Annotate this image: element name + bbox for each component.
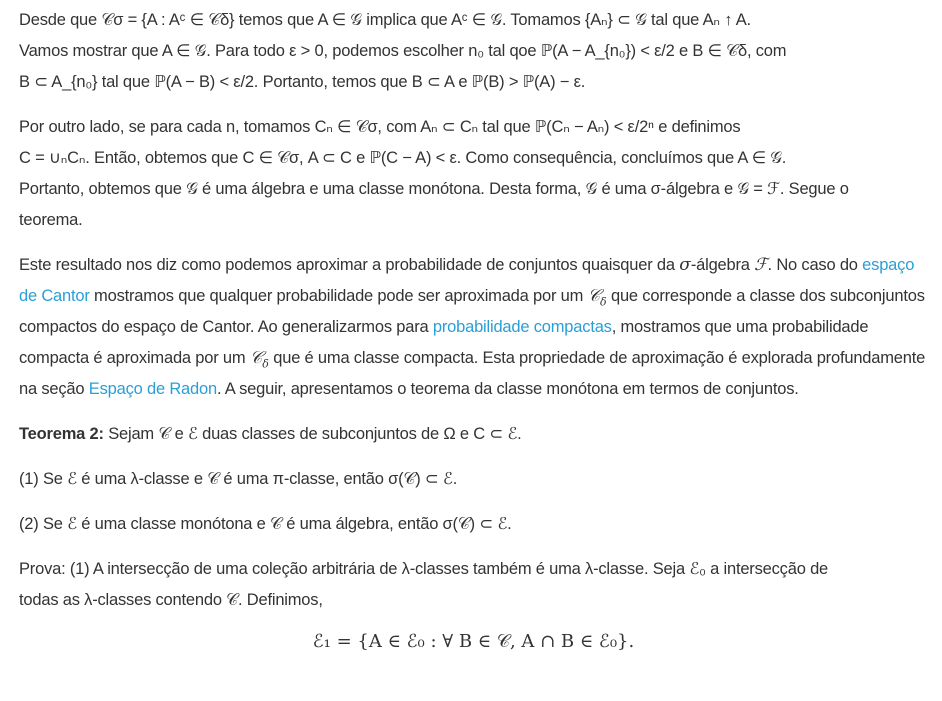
text-line: B ⊂ A_{n₀} tal que ℙ(A − B) < ε/2. Portanto, temos que B ⊂ A e ℙ(B) > ℙ(A) − ε. (19, 73, 586, 91)
proof-line: todas as λ-classes contendo 𝒞. Definimos, (19, 591, 323, 609)
theorem-label: Teorema 2: (19, 425, 104, 443)
display-equation: ℰ₁ = {A ∈ ℰ₀ : ∀ B ∈ 𝒞, A ∩ B ∈ ℰ₀}. (312, 631, 635, 652)
math-C: 𝒞 (249, 348, 263, 368)
remark-text (19, 250, 928, 405)
text-line: Desde que 𝒞σ = {A : Aᶜ ∈ 𝒞δ} temos que A ∈ 𝒢 implica que Aᶜ ∈ 𝒢. Tomamos {Aₙ} ⊂ 𝒢 tal que Aₙ ↑ A. (19, 11, 751, 29)
theorem-line (19, 419, 928, 450)
math-delta: δ (599, 295, 607, 309)
paragraph-proof-continuation (19, 0, 928, 98)
theorem-statement (19, 419, 928, 450)
theorem-item-1 (19, 464, 928, 495)
math-C: 𝒞 (587, 286, 600, 306)
item-text: (1) Se ℰ é uma λ-classe e 𝒞 é uma π-classe, então σ(𝒞) ⊂ ℰ. (19, 470, 458, 488)
math-C-delta (587, 286, 607, 309)
text-span: . A seguir, apresentamos o teorema da classe monótona em termos de conjuntos. (216, 380, 799, 398)
theorem-item-2 (19, 509, 928, 540)
text-span: que corresponde a classe dos subconjuntos compactos do espaço de Cantor. Ao generalizarmos para (19, 287, 925, 336)
math-sigma: σ (679, 255, 691, 275)
text-span: -álgebra (690, 256, 755, 274)
proof-line: Prova: (1) A intersecção de uma coleção arbitrária de λ-classes também é uma λ-classe. Seja ℰ₀ a intersecção de (19, 560, 829, 578)
text-line: Vamos mostrar que A ∈ 𝒢. Para todo ε > 0, podemos escolher n₀ tal qoe ℙ(A − A_{n₀}) < ε/2 e B ∈ 𝒞δ, com (19, 42, 787, 60)
math-F: ℱ (754, 255, 768, 275)
theorem-text: Sejam 𝒞 e ℰ duas classes de subconjuntos de Ω e C ⊂ ℰ. (103, 425, 522, 443)
text-span: . No caso do (767, 256, 863, 274)
item-text: (2) Se ℰ é uma classe monótona e 𝒞 é uma álgebra, então σ(𝒞) ⊂ ℰ. (19, 515, 512, 533)
link-probabilidade-compactas[interactable]: probabilidade compactas (432, 318, 612, 336)
text-line: teorema. (19, 211, 83, 229)
link-espaco-de-radon[interactable]: Espaço de Radon (88, 380, 217, 398)
text-span: que é uma classe compacta. Esta propriedade de aproximação é explorada profundamente na seção (19, 349, 926, 398)
math-C-delta (249, 348, 269, 371)
paragraph-approximation-remark (19, 250, 928, 405)
text-span: Este resultado nos diz como podemos aproximar a probabilidade de conjuntos quaisquer da (19, 256, 680, 274)
proof-paragraph (19, 554, 928, 616)
text-line: Portanto, obtemos que 𝒢 é uma álgebra e uma classe monótona. Desta forma, 𝒢 é uma σ-álgebra e 𝒢 = ℱ. Segue o (19, 180, 849, 198)
paragraph-second-part (19, 112, 928, 236)
text-line: Por outro lado, se para cada n, tomamos Cₙ ∈ 𝒞σ, com Aₙ ⊂ Cₙ tal que ℙ(Cₙ − Aₙ) < ε/2ⁿ e definimos (19, 118, 741, 136)
text-span: mostramos que qualquer probabilidade pode ser aproximada por um (89, 287, 588, 305)
text-span: , mostramos que uma probabilidade compacta é aproximada por um (19, 318, 869, 367)
math-delta: δ (262, 357, 269, 371)
text-line: C = ∪ₙCₙ. Então, obtemos que C ∈ 𝒞σ, A ⊂ C e ℙ(C − A) < ε. Como consequência, concluímos que A ∈ 𝒢. (19, 149, 787, 167)
link-espaco-de-cantor[interactable]: espaço de Cantor (19, 256, 915, 305)
